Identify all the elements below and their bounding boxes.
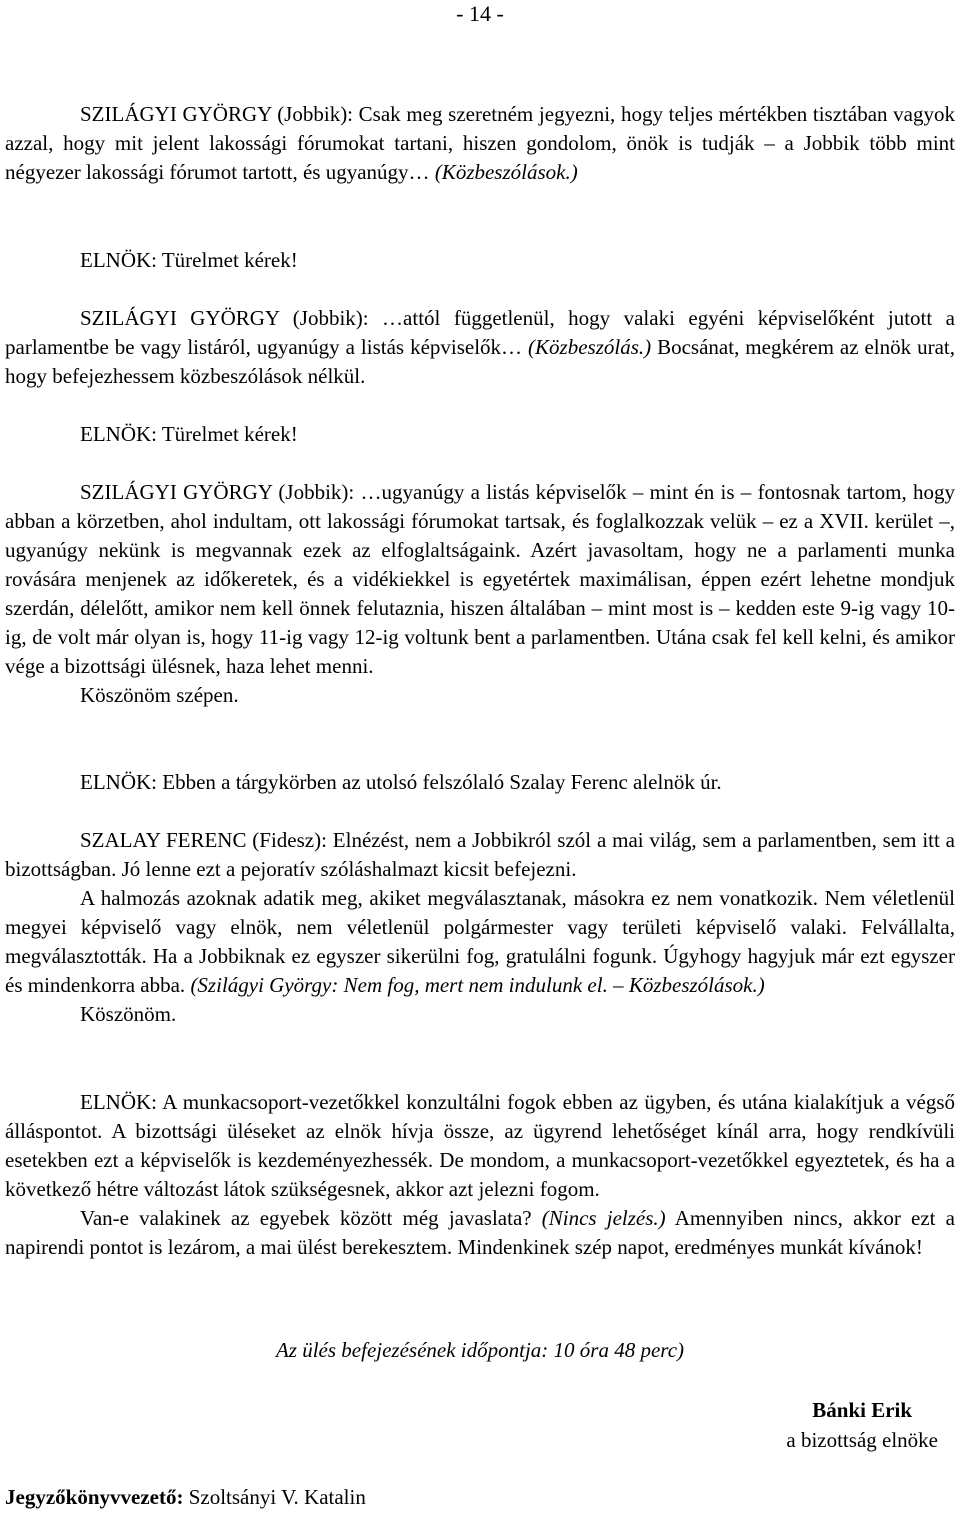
paragraph-7 <box>5 826 955 1029</box>
signature-block <box>786 1395 938 1455</box>
signatory-title: a bizottság elnöke <box>786 1428 938 1452</box>
paragraph-2 <box>5 246 955 275</box>
interjection: (Nincs jelzés.) <box>541 1206 666 1230</box>
closing-note <box>5 1336 955 1365</box>
interjection: (Közbeszólás.) <box>528 335 652 359</box>
chair-remark: ELNÖK: Türelmet kérek! <box>80 422 298 446</box>
speech-text: Bocsánat, megkérem az elnök urat, hogy befejezhessem közbeszólások nélkül. <box>5 335 956 388</box>
speech-text: Köszönöm. <box>80 1002 177 1026</box>
recorder-line <box>5 1482 366 1512</box>
interjection: (Közbeszólások.) <box>434 160 578 184</box>
paragraph-5 <box>5 478 955 710</box>
speech-text: Amennyiben nincs, akkor ezt a napirendi pontot is lezárom, a mai ülést berekesztem. Mindenkinek szép napot, eredményes munkát kívánok! <box>5 1206 956 1259</box>
paragraph-8 <box>5 1088 955 1262</box>
chair-remark: ELNÖK: Türelmet kérek! <box>80 248 298 272</box>
speech-text: SZILÁGYI GYÖRGY (Jobbik): …attól függetlenül, hogy valaki egyéni képviselőként jutott a parlamentbe be vagy listáról, ugyanúgy a listás képviselők… <box>5 306 955 359</box>
speech-text: SZALAY FERENC (Fidesz): Elnézést, nem a Jobbikról szól a mai világ, sem a parlamentben, sem itt a bizottságban. Jó lenne ezt a pejoratív szóláshalmazt kicsit befejezni. <box>5 828 955 881</box>
recorder-label: Jegyzőkönyvvezető: <box>5 1485 184 1509</box>
interjection: (Szilágyi György: Nem fog, mert nem indulunk el. – Közbeszólások.) <box>190 973 765 997</box>
page-number: - 14 - <box>456 1 504 26</box>
recorder-name: Szoltsányi V. Katalin <box>188 1485 366 1509</box>
speech-text: SZILÁGYI GYÖRGY (Jobbik): …ugyanúgy a listás képviselők – mint én is – fontosnak tartom, hogy abban a körzetben, ahol indultam, ott lakossági fórumokat tartsak, és foglalkozzak velük – ez a XVII. kerület –, ugyanúgy nekünk is megvannak ezek az elfoglaltságaink. Azért javasoltam, hogy ne a parlamenti munka rovására menjenek az időkeretek, és a vidékiekkel is egyetértek maximálisan, éppen ezért lehetne mondjuk szerdán, délelőtt, amikor nem kell önnek felutaznia, hiszen általában – mint most is – kedden este 9-ig vagy 10-ig, de volt már olyan is, hogy 11-ig vagy 12-ig voltunk bent a parlamentben. Utána csak fel kell kelni, és amikor vége a bizottsági ülésnek, haza lehet menni. <box>5 480 955 678</box>
speech-text: SZILÁGYI GYÖRGY (Jobbik): Csak meg szeretném jegyezni, hogy teljes mértékben tisztában vagyok azzal, hogy mit jelent lakossági fórumokat tartani, hiszen gondolom, önök is tudják – a Jobbik több mint négyezer lakossági fórumot tartott, és ugyanúgy… <box>5 102 955 184</box>
paragraph-4 <box>5 420 955 449</box>
signatory-name: Bánki Erik <box>812 1398 913 1422</box>
chair-remark: ELNÖK: Ebben a tárgykörben az utolsó felszólaló Szalay Ferenc alelnök úr. <box>80 770 722 794</box>
paragraph-1 <box>5 100 955 187</box>
paragraph-6 <box>5 768 955 797</box>
speech-text: A halmozás azoknak adatik meg, akiket megválasztanak, másokra ez nem vonatkozik. Nem véletlenül megyei képviselő vagy elnök, nem véletlenül polgármester vagy területi képviselő valaki. Felvállalta, megválasztották. Ha a Jobbiknak ez egyszer sikerülni fog, gratulálni fogunk. Úgyhogy hagyjuk már ezt egyszer és mindenkorra abba. <box>5 886 955 997</box>
chair-remark: ELNÖK: A munkacsoport-vezetőkkel konzultálni fogok ebben az ügyben, és utána kialakítjuk a végső álláspontot. A bizottsági üléseket az elnök hívja össze, az ügyrend lehetőséget kínál arra, hogy rendkívüli esetekben ezt a képviselők is kezdeményezhessék. De mondom, a munkacsoport-vezetőkkel egyeztetek, és ha a következő hétre változást látok szükségesnek, akkor azt jelezni fogom. <box>5 1090 955 1201</box>
speech-text: Köszönöm szépen. <box>80 683 239 707</box>
paragraph-3 <box>5 304 955 391</box>
speech-text: Van-e valakinek az egyebek között még javaslata? <box>80 1206 532 1230</box>
closing-time: Az ülés befejezésének időpontja: 10 óra 48 perc) <box>275 1338 685 1362</box>
